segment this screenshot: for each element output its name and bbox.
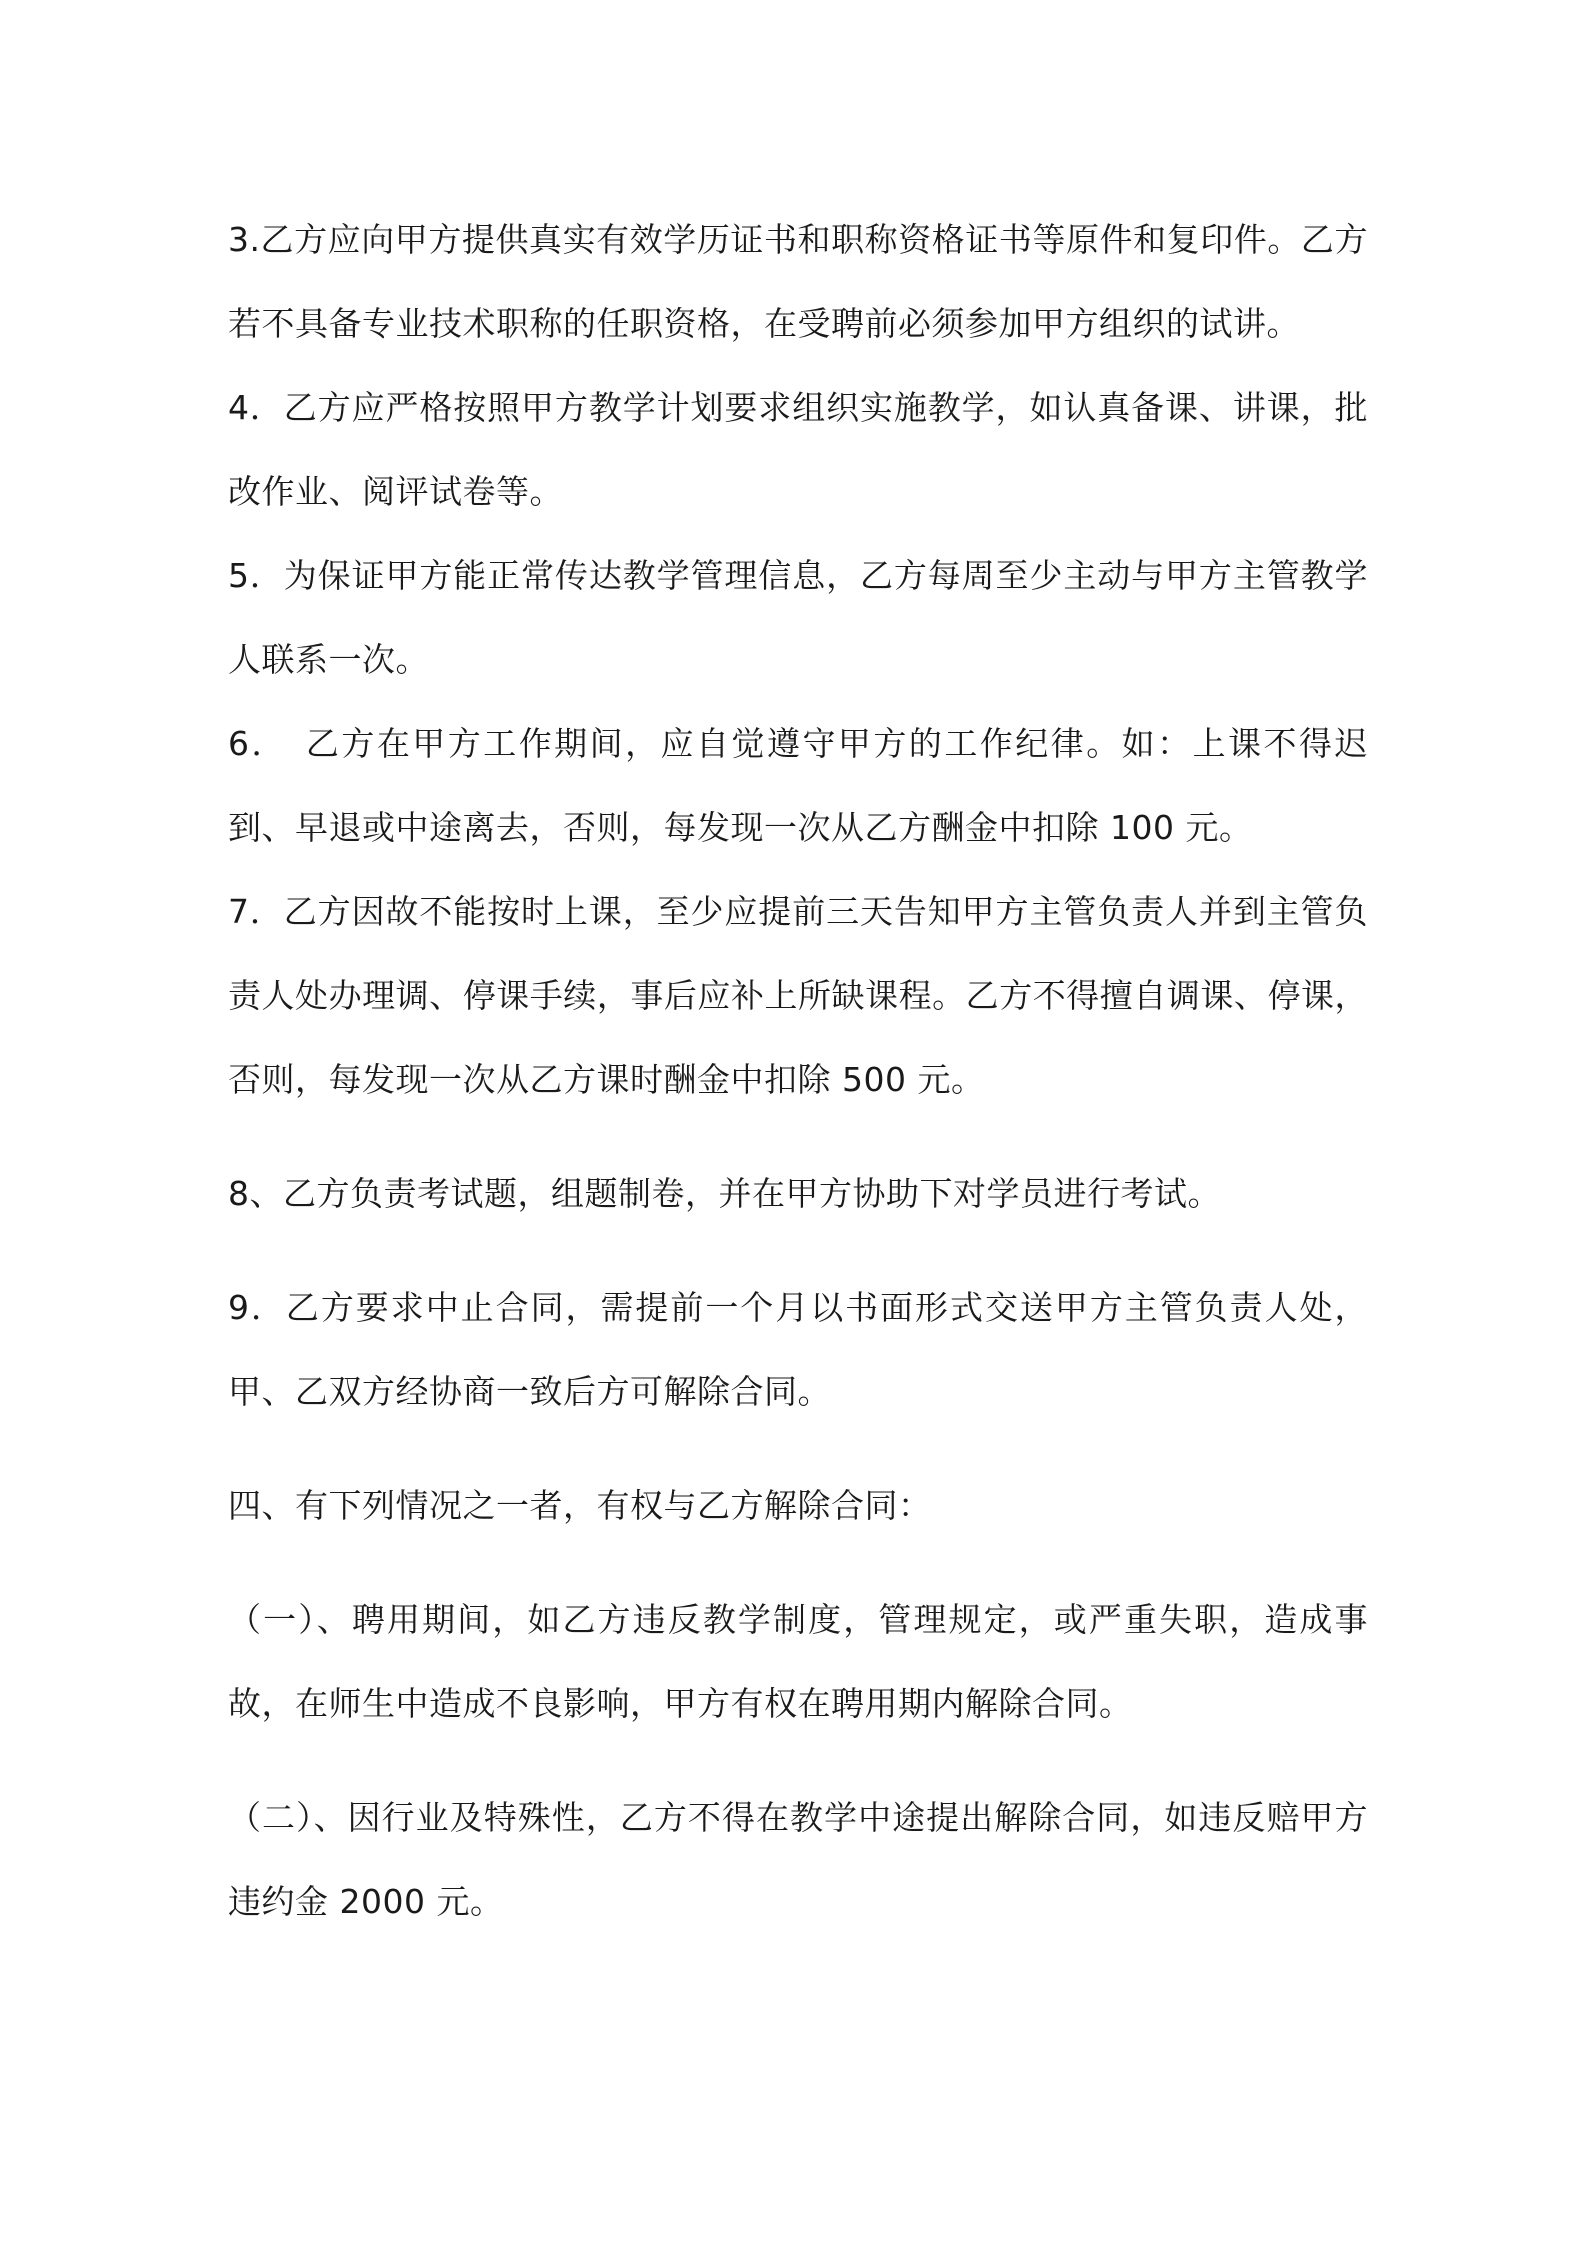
clause-8: 8、乙方负责考试题，组题制卷，并在甲方协助下对学员进行考试。	[228, 1174, 1221, 1213]
section-4-item-2: （二）、因行业及特殊性，乙方不得在教学中途提出解除合同，如违反赔甲方违约金 2000 元。	[228, 1798, 1368, 1921]
clause-3: 3.乙方应向甲方提供真实有效学历证书和职称资格证书等原件和复印件。乙方若不具备专业技术职称的任职资格，在受聘前必须参加甲方组织的试讲。	[228, 220, 1368, 343]
clause-7: 7．乙方因故不能按时上课，至少应提前三天告知甲方主管负责人并到主管负责人处办理调、停课手续，事后应补上所缺课程。乙方不得擅自调课、停课，否则，每发现一次从乙方课时酬金中扣除 500 元。	[228, 892, 1368, 1099]
section-heading-4: 四、有下列情况之一者，有权与乙方解除合同：	[228, 1486, 932, 1525]
clause-5: 5．为保证甲方能正常传达教学管理信息，乙方每周至少主动与甲方主管教学人联系一次。	[228, 556, 1368, 679]
document-body	[228, 198, 1368, 1944]
clause-9: 9．乙方要求中止合同，需提前一个月以书面形式交送甲方主管负责人处，甲、乙双方经协商一致后方可解除合同。	[228, 1288, 1368, 1411]
clause-4: 4．乙方应严格按照甲方教学计划要求组织实施教学，如认真备课、讲课，批改作业、阅评试卷等。	[228, 388, 1368, 511]
clause-6: 6． 乙方在甲方工作期间，应自觉遵守甲方的工作纪律。如：上课不得迟到、早退或中途离去，否则，每发现一次从乙方酬金中扣除 100 元。	[228, 724, 1368, 847]
section-4-item-1: （一）、聘用期间，如乙方违反教学制度，管理规定，或严重失职，造成事故，在师生中造成不良影响，甲方有权在聘用期内解除合同。	[228, 1600, 1368, 1723]
